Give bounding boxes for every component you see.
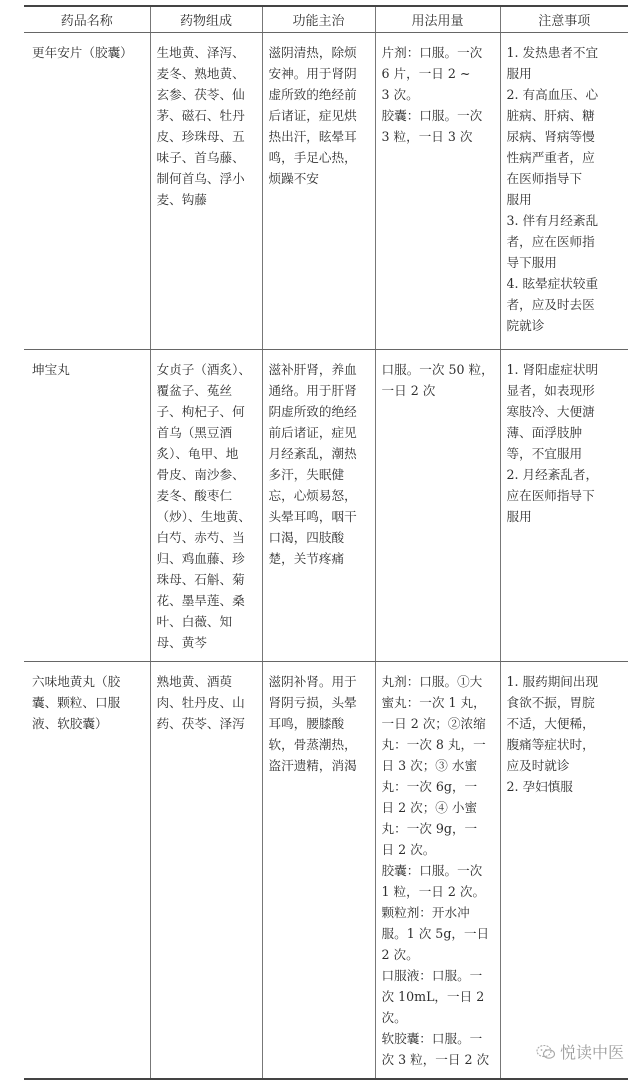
cell-line: 首乌（黑豆酒 xyxy=(156,425,233,440)
header-composition: 药物组成 xyxy=(150,6,262,33)
cell-line: 烦躁不安 xyxy=(268,171,319,186)
cell-line: 女贞子（酒炙）、 xyxy=(156,362,251,377)
cell-line: 显者，如表现形 xyxy=(506,383,595,398)
cell-line: 4. 眩晕症状较重 xyxy=(506,276,599,291)
watermark-text: 悦读中医 xyxy=(560,1043,625,1062)
cell-line: 麦、钩藤 xyxy=(156,192,207,207)
cell-dosage xyxy=(375,350,500,662)
cell-line: 胶囊：口服。一次 xyxy=(381,863,483,878)
header-row xyxy=(24,6,628,33)
cell-line: 日 2 次；④ 小蜜 xyxy=(381,800,478,815)
cell-line: 脏病、肝病、糖 xyxy=(506,108,595,123)
cell-line: 丸：一次 9g，一 xyxy=(381,821,478,836)
cell-line: 次 3 粒，一日 2 次 xyxy=(381,1052,490,1067)
cell-dosage xyxy=(375,33,500,350)
cell-line: 颗粒剂：开水冲 xyxy=(381,905,470,920)
cell-line: 2. 月经紊乱者， xyxy=(506,467,599,482)
cell-line: 叶、白薇、知 xyxy=(156,614,233,629)
cell-line: 熟地黄、酒萸 xyxy=(156,674,233,689)
cell-line: 多汗，失眠健 xyxy=(268,467,345,482)
cell-line: 服用 xyxy=(506,192,532,207)
cell-line: 3 次。 xyxy=(381,87,419,102)
cell-line: 茅、磁石、牡丹 xyxy=(156,108,245,123)
cell-line: 通络。用于肝肾 xyxy=(268,383,357,398)
cell-line: 虚所致的绝经前 xyxy=(268,87,357,102)
cell-line: 滋补肝肾，养血 xyxy=(268,362,357,377)
cell-composition xyxy=(150,350,262,662)
cell-line: 食欲不振，胃脘 xyxy=(506,695,595,710)
watermark xyxy=(536,1040,624,1063)
cell-line: 后诸证，症见烘 xyxy=(268,108,357,123)
medicine-table-container xyxy=(24,5,628,1080)
cell-line: 味子、首乌藤、 xyxy=(156,150,245,165)
cell-line: 滋阴补肾。用于 xyxy=(268,674,357,689)
cell-line: 忘，心烦易怒， xyxy=(268,488,357,503)
cell-indications xyxy=(262,662,375,1080)
cell-line: 日 3 次；③ 水蜜 xyxy=(381,758,478,773)
cell-precautions xyxy=(500,662,628,1080)
cell-line: 珠母、石斛、菊 xyxy=(156,572,245,587)
cell-line: 阴虚所致的绝经 xyxy=(268,404,357,419)
cell-line: 前后诸证，症见 xyxy=(268,425,357,440)
cell-line: 丸：一次 6g，一 xyxy=(381,779,478,794)
cell-line: 一日 2 次 xyxy=(381,383,436,398)
cell-line: 头晕耳鸣，咽干 xyxy=(268,509,357,524)
cell-line: 白芍、赤芍、当 xyxy=(156,530,245,545)
cell-line: 应及时就诊 xyxy=(506,758,570,773)
table-row xyxy=(24,33,628,350)
cell-line: 坤宝丸 xyxy=(32,362,70,377)
cell-precautions xyxy=(500,33,628,350)
cell-line: 2. 有高血压、心 xyxy=(506,87,599,102)
cell-line: 安神。用于肾阴 xyxy=(268,66,357,81)
cell-line: 鸣，手足心热， xyxy=(268,150,357,165)
cell-line: 肾阴亏损，头晕 xyxy=(268,695,357,710)
cell-line: 六味地黄丸（胶 xyxy=(32,674,121,689)
cell-precautions xyxy=(500,350,628,662)
cell-line: 1. 发热患者不宜 xyxy=(506,45,599,60)
cell-line: 导下服用 xyxy=(506,255,557,270)
cell-line: 薄、面浮肢肿 xyxy=(506,425,583,440)
cell-indications xyxy=(262,33,375,350)
cell-line: 骨皮、南沙参、 xyxy=(156,467,245,482)
cell-line: 1. 服药期间出现 xyxy=(506,674,599,689)
cell-line: （炒）、生地黄、 xyxy=(156,509,251,524)
cell-composition xyxy=(150,33,262,350)
cell-line: 不适，大便稀， xyxy=(506,716,595,731)
cell-line: 炙）、龟甲、地 xyxy=(156,446,239,461)
cell-line: 口渴，四肢酸 xyxy=(268,530,345,545)
cell-line: 服用 xyxy=(506,66,532,81)
cell-line: 子、枸杞子、何 xyxy=(156,404,245,419)
header-drug-name: 药品名称 xyxy=(24,6,150,33)
cell-line: 尿病、肾病等慢 xyxy=(506,129,595,144)
cell-line: 母、黄芩 xyxy=(156,635,207,650)
cell-line: 制何首乌、浮小 xyxy=(156,171,245,186)
cell-line: 麦冬、酸枣仁 xyxy=(156,488,233,503)
cell-drug-name xyxy=(24,33,150,350)
cell-line: 服。1 次 5g，一日 xyxy=(381,926,490,941)
cell-line: 丸剂：口服。①大 xyxy=(381,674,483,689)
cell-line: 2 次。 xyxy=(381,947,419,962)
cell-line: 1. 肾阳虚症状明 xyxy=(506,362,599,377)
cell-line: 热出汗，眩晕耳 xyxy=(268,129,357,144)
table-header xyxy=(24,6,628,33)
cell-line: 在医师指导下 xyxy=(506,171,583,186)
cell-drug-name xyxy=(24,350,150,662)
table-body xyxy=(24,33,628,1080)
cell-line: 蜜丸：一次 1 丸， xyxy=(381,695,486,710)
cell-line: 液、软胶囊） xyxy=(32,716,108,731)
cell-line: 盗汗遗精，消渴 xyxy=(268,758,357,773)
cell-composition xyxy=(150,662,262,1080)
cell-line: 日 2 次。 xyxy=(381,842,436,857)
cell-line: 者，应及时去医 xyxy=(506,297,595,312)
cell-line: 皮、珍珠母、五 xyxy=(156,129,245,144)
cell-line: 6 片，一日 2 ~ xyxy=(381,66,471,81)
cell-dosage xyxy=(375,662,500,1080)
medicine-table xyxy=(24,5,628,1080)
cell-line: 者，应在医师指 xyxy=(506,234,595,249)
cell-line: 月经紊乱，潮热 xyxy=(268,446,357,461)
cell-line: 性病严重者，应 xyxy=(506,150,595,165)
cell-line: 3 粒，一日 3 次 xyxy=(381,129,473,144)
cell-line: 软胶囊：口服。一 xyxy=(381,1031,483,1046)
cell-line: 归、鸡血藤、珍 xyxy=(156,551,245,566)
cell-indications xyxy=(262,350,375,662)
cell-line: 耳鸣，腰膝酸 xyxy=(268,716,345,731)
wechat-logo-icon xyxy=(536,1044,556,1060)
cell-drug-name xyxy=(24,662,150,1080)
cell-line: 片剂：口服。一次 xyxy=(381,45,483,60)
cell-line: 次 10mL，一日 2 xyxy=(381,989,485,1004)
cell-line: 口服液：口服。一 xyxy=(381,968,483,983)
cell-line: 楚，关节疼痛 xyxy=(268,551,345,566)
table-row xyxy=(24,350,628,662)
cell-line: 麦冬、熟地黄、 xyxy=(156,66,245,81)
cell-line: 1 粒，一日 2 次。 xyxy=(381,884,486,899)
cell-line: 软，骨蒸潮热， xyxy=(268,737,357,752)
cell-line: 寒肢冷、大便溏 xyxy=(506,404,595,419)
cell-line: 囊、颗粒、口服 xyxy=(32,695,121,710)
cell-line: 等，不宜服用 xyxy=(506,446,583,461)
cell-line: 覆盆子、菟丝 xyxy=(156,383,233,398)
cell-line: 院就诊 xyxy=(506,318,545,333)
cell-line: 胶囊：口服。一次 xyxy=(381,108,483,123)
cell-line: 滋阴清热，除烦 xyxy=(268,45,357,60)
cell-line: 口服。一次 50 粒， xyxy=(381,362,494,377)
cell-line: 一日 2 次；②浓缩 xyxy=(381,716,486,731)
cell-line: 药、茯苓、泽泻 xyxy=(156,716,245,731)
cell-line: 应在医师指导下 xyxy=(506,488,595,503)
header-indications: 功能主治 xyxy=(262,6,375,33)
cell-line: 3. 伴有月经紊乱 xyxy=(506,213,599,228)
cell-line: 丸：一次 8 丸，一 xyxy=(381,737,486,752)
header-precautions: 注意事项 xyxy=(500,6,628,33)
cell-line: 次。 xyxy=(381,1010,407,1025)
cell-line: 玄参、茯苓、仙 xyxy=(156,87,245,102)
table-row xyxy=(24,662,628,1080)
cell-line: 更年安片（胶囊） xyxy=(32,45,133,60)
header-dosage: 用法用量 xyxy=(375,6,500,33)
cell-line: 花、墨旱莲、桑 xyxy=(156,593,245,608)
cell-line: 服用 xyxy=(506,509,532,524)
cell-line: 肉、牡丹皮、山 xyxy=(156,695,245,710)
cell-line: 腹痛等症状时， xyxy=(506,737,595,752)
cell-line: 生地黄、泽泻、 xyxy=(156,45,245,60)
cell-line: 2. 孕妇慎服 xyxy=(506,779,573,794)
